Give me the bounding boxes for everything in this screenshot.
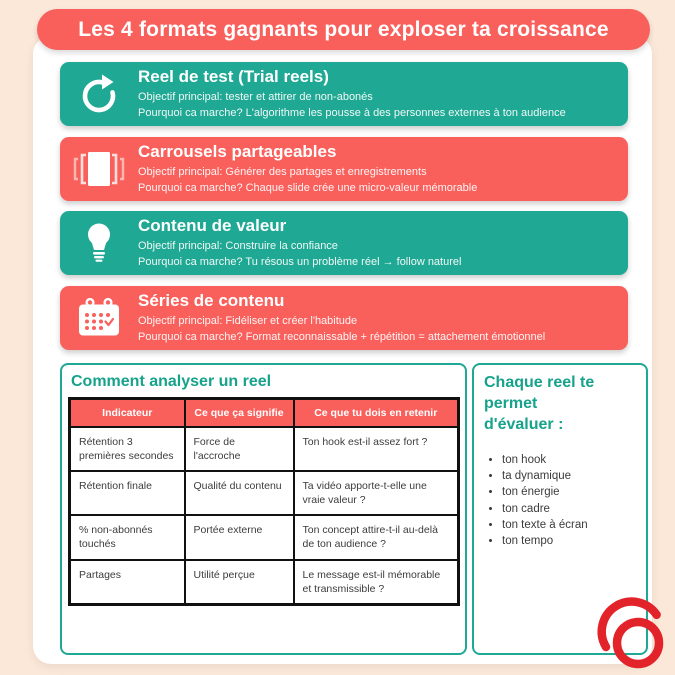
format-objective: Objectif principal: tester et attirer de non-abonés xyxy=(138,90,373,103)
table-cell: Qualité du contenu xyxy=(185,471,294,515)
analysis-section xyxy=(60,363,467,655)
page-title: Les 4 formats gagnants pour exploser ta croissance xyxy=(78,17,609,41)
table-row xyxy=(70,515,459,559)
reel-analysis-table xyxy=(68,397,460,606)
table-cell: Ton hook est-il assez fort ? xyxy=(294,427,459,471)
table-row xyxy=(70,560,459,605)
table-cell: Rétention 3 premières secondes xyxy=(70,427,185,471)
title-banner xyxy=(37,9,650,50)
format-card-trial-reels xyxy=(60,62,628,126)
format-why: Pourquoi ca marche? Format reconnaissable + répétition = attachement émotionnel xyxy=(138,330,546,343)
format-objective: Objectif principal: Construire la confiance xyxy=(138,239,338,252)
list-item: • ton hook xyxy=(502,453,588,468)
list-item: • ton énergie xyxy=(502,485,588,500)
table-cell: Force de l'accroche xyxy=(185,427,294,471)
table-header-cell: Indicateur xyxy=(70,399,185,427)
table-cell: Rétention finale xyxy=(70,471,185,515)
table-row xyxy=(70,471,459,515)
brand-logo-icon xyxy=(595,590,675,670)
list-item: • ton tempo xyxy=(502,534,588,549)
format-title: Carrousels partageables xyxy=(138,141,337,161)
lightbulb-icon xyxy=(60,221,138,265)
list-item: • ton cadre xyxy=(502,502,588,517)
table-cell: Ta vidéo apporte-t-elle une vraie valeur ? xyxy=(294,471,459,515)
format-objective: Objectif principal: Fidéliser et créer l'habitude xyxy=(138,314,358,327)
format-why: Pourquoi ca marche? L'algorithme les pousse à des personnes externes à ton audience xyxy=(138,106,566,119)
list-item: • ta dynamique xyxy=(502,469,588,484)
refresh-icon xyxy=(60,71,138,117)
table-row xyxy=(70,427,459,471)
evaluation-title: Chaque reel te permet d'évaluer : xyxy=(484,374,595,433)
table-cell: Utilité perçue xyxy=(185,560,294,605)
table-header-cell: Ce que ça signifie xyxy=(185,399,294,427)
format-objective: Objectif principal: Générer des partages et enregistrements xyxy=(138,165,427,178)
format-title: Séries de contenu xyxy=(138,290,285,310)
format-card-carousels xyxy=(60,137,628,201)
carousel-icon xyxy=(60,149,138,189)
table-header-row xyxy=(70,399,459,427)
format-title: Contenu de valeur xyxy=(138,215,287,235)
format-why: Pourquoi ca marche? Tu résous un problème réel → follow naturel xyxy=(138,255,462,268)
format-why: Pourquoi ca marche? Chaque slide crée une micro-valeur mémorable xyxy=(138,181,478,194)
calendar-icon xyxy=(60,296,138,340)
format-card-content-series xyxy=(60,286,628,350)
format-title: Reel de test (Trial reels) xyxy=(138,66,329,86)
table-cell: Partages xyxy=(70,560,185,605)
table-cell: Ton concept attire-t-il au-delà de ton audience ? xyxy=(294,515,459,559)
table-cell: Portée externe xyxy=(185,515,294,559)
format-card-value-content xyxy=(60,211,628,275)
list-item: • ton texte à écran xyxy=(502,518,588,533)
table-cell: % non-abonnés touchés xyxy=(70,515,185,559)
analysis-title: Comment analyser un reel xyxy=(71,373,272,390)
table-cell: Le message est-il mémorable et transmissible ? xyxy=(294,560,459,605)
table-header-cell: Ce que tu dois en retenir xyxy=(294,399,459,427)
evaluation-list xyxy=(476,453,588,550)
